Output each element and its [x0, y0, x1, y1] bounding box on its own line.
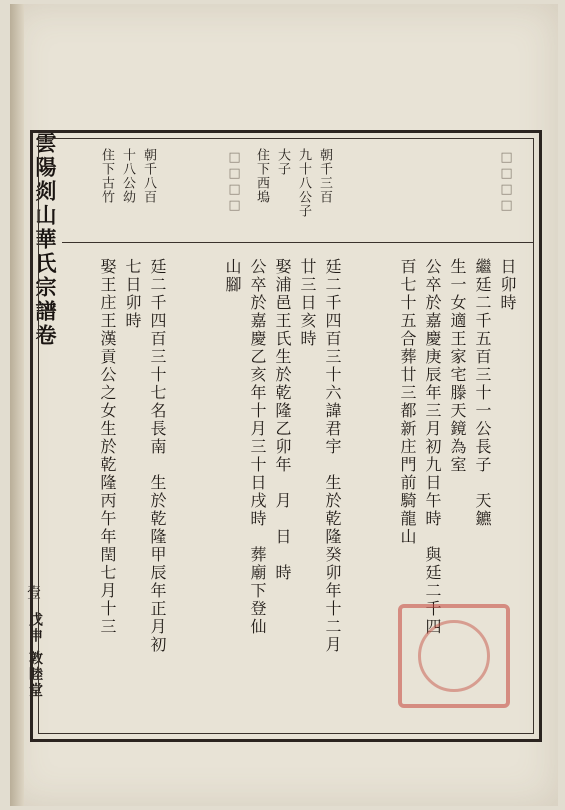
text-column: 公卒於嘉慶乙亥年十月三十日戌時 葬廟下登仙 [248, 258, 267, 636]
text-column: 公卒於嘉慶庚辰年三月初九日午時 與廷二千四 [423, 258, 442, 636]
register-col: 朝千八百 [141, 148, 156, 204]
page-number: 壹 [25, 585, 41, 601]
text-column: 娶王庄王漢貢公之女生於乾隆丙午年閏七月十三 [98, 258, 117, 636]
text-column: 生一女適王家宅滕天鏡為室 [448, 258, 467, 474]
register-col: 住下西塢 [254, 148, 269, 204]
text-column: 廷二千四百三十七名長南 生於乾隆甲辰年正月初 [148, 258, 167, 654]
register-col: 大子 [275, 148, 290, 176]
edition-mark: 戊申 敦睦堂 [27, 612, 43, 699]
bleed-through-text: □□□□ [227, 150, 242, 214]
text-column: 廷二千四百三十六諱君宇 生於乾隆癸卯年十二月 [323, 258, 342, 654]
register-col: 住下古竹 [99, 148, 114, 204]
text-column: 繼廷二千五百三十一公長子 天鑣 [473, 258, 492, 528]
text-column: 七日卯時 [123, 258, 142, 330]
register-col: 九十八公子 [296, 148, 311, 218]
text-column: 百七十五合葬廿三都新庄門前騎龍山 [398, 258, 417, 546]
text-column: 山腳 [223, 258, 242, 294]
bleed-through-text: □□□□ [499, 150, 514, 214]
page-edge [10, 4, 24, 806]
seal-ring [418, 620, 490, 692]
text-column: 廿三日亥時 [298, 258, 317, 348]
register-col: 朝千三百 [317, 148, 332, 204]
text-column: 日卯時 [498, 258, 517, 312]
red-seal-stamp [398, 604, 510, 708]
register-col: 十八公幼 [120, 148, 135, 204]
text-column: 娶浦邑王氏生於乾隆乙卯年 月 日 時 [273, 258, 292, 582]
book-title: 雲陽剡山華氏宗譜卷 [33, 132, 58, 348]
register-divider [62, 242, 534, 243]
